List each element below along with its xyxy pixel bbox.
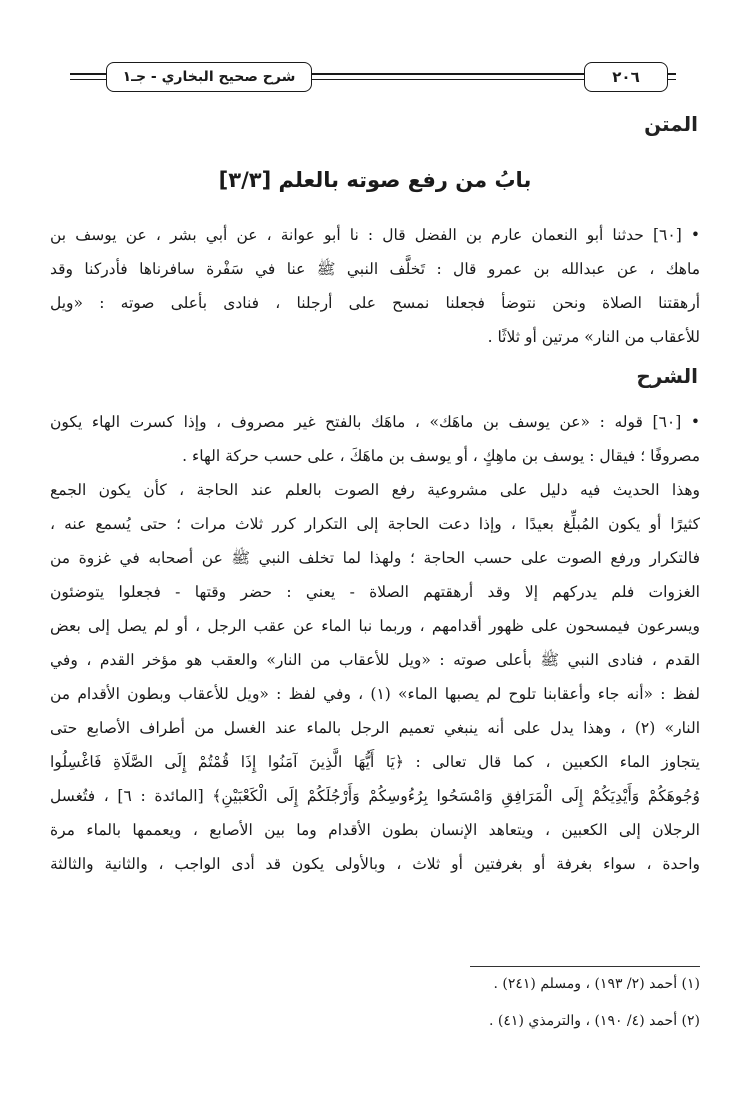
- footnote-separator: [470, 966, 700, 967]
- footnote-1: (١) أحمد (٢/ ١٩٣) ، ومسلم (٢٤١) .: [493, 976, 700, 992]
- commentary-line: الرجلان إلى الكعبين ، ويتعاهد الإنسان بطون الأقدام وما بين الأصابع ، ويعممها بالماء مرة: [50, 821, 700, 839]
- hadith-line: أرهقتنا الصلاة ونحن نتوضأ فجعلنا نمسح على أرجلنا ، فنادى بأعلى صوته : «ويل: [50, 294, 700, 312]
- matn-section-mark: المتن: [644, 112, 698, 136]
- footnote-2: (٢) أحمد (٤/ ١٩٠) ، والترمذي (٤١) .: [489, 1013, 700, 1029]
- commentary-line: يتجاوز الماء الكعبين ، كما قال تعالى : ﴿يَا أَيُّهَا الَّذِينَ آمَنُوا إِذَا قُمْتُمْ إِلَى الصَّلَاةِ فَاغْسِلُوا: [50, 753, 700, 771]
- hadith-line: ماهك ، عن عبدالله بن عمرو قال : تَخلَّف النبي ﷺ عنا في سَفْرة سافرناها فأدركنا وقد: [50, 260, 700, 278]
- commentary-line: كثيرًا أو يكون المُبلِّغ بعيدًا ، وإذا دعت الحاجة إلى التكرار كرر ثلاث مرات ؛ حتى يُسمع عنه ،: [50, 515, 700, 533]
- commentary-line: القدم ، فنادى النبي ﷺ بأعلى صوته : «ويل للأعقاب من النار» والعقب هو مؤخر القدم ، وفي: [50, 651, 700, 669]
- commentary-line: مصروفًا ؛ فيقال : يوسف بن ماهِكٍ ، أو يوسف بن ماهَكَ ، على حسب حركة الهاء .: [182, 447, 700, 465]
- commentary-line: وُجُوهَكُمْ وَأَيْدِيَكُمْ إِلَى الْمَرَافِقِ وَامْسَحُوا بِرُءُوسِكُمْ وَأَرْجُلَكُمْ إِلَى الْكَعْبَيْنِ﴾ [المائدة : ٦] ، فتُغسل: [50, 787, 700, 805]
- hadith-line: • [٦٠] حدثنا أبو النعمان عارم بن الفضل قال : نا أبو عوانة ، عن أبي بشر ، عن يوسف بن: [50, 226, 700, 244]
- commentary-text: [50, 405, 700, 881]
- chapter-title: [٣/٣] بابُ من رفع صوته بالعلم: [218, 168, 532, 192]
- hadith-text: [50, 218, 700, 354]
- commentary-line: لفظ : «أنه جاء وأعقابنا تلوح لم يصبها الماء» (١) ، وفي لفظ : «ويل للأعقاب وبطون الأقدام من: [50, 685, 700, 703]
- commentary-line: وهذا الحديث فيه دليل على مشروعية رفع الصوت بالعلم عند الحاجة ، كأن يكون الجمع: [50, 481, 700, 499]
- commentary-line: النار» (٢) ، وهذا يدل على أنه ينبغي تعميم الرجل بالماء عند الغسل من أطراف الأصابع حتى: [50, 719, 700, 737]
- commentary-line: الغزوات فلم يدركهم إلا وقد أرهقتهم الصلاة - يعني : حضر وقتها - فجعلوا يتوضئون: [50, 583, 700, 601]
- hadith-line: للأعقاب من النار» مرتين أو ثلاثًا .: [487, 328, 700, 346]
- sharh-section-mark: الشرح: [636, 364, 698, 388]
- running-book-title: شرح صحيح البخاري - جـ١: [106, 62, 312, 92]
- commentary-line: • [٦٠] قوله : «عن يوسف بن ماهَك» ، ماهَك بالفتح غير مصروف ، وإذا كسرت الهاء يكون: [50, 413, 700, 431]
- commentary-line: ويسرعون فيمسحون على ظهور أقدامهم ، وربما نبا الماء عن عقب الرجل ، أو لم يصل إلى بعض: [50, 617, 700, 635]
- page-number: ٢٠٦: [584, 62, 668, 92]
- commentary-line: واحدة ، سواء بغرفة أو بغرفتين أو ثلاث ، وبالأولى يكون قد أدى الواجب ، والثانية والثالثة: [50, 855, 700, 873]
- commentary-line: فالتكرار ورفع الصوت على حسب الحاجة ؛ ولهذا لما تخلف النبي ﷺ عن أصحابه في غزوة من: [50, 549, 700, 567]
